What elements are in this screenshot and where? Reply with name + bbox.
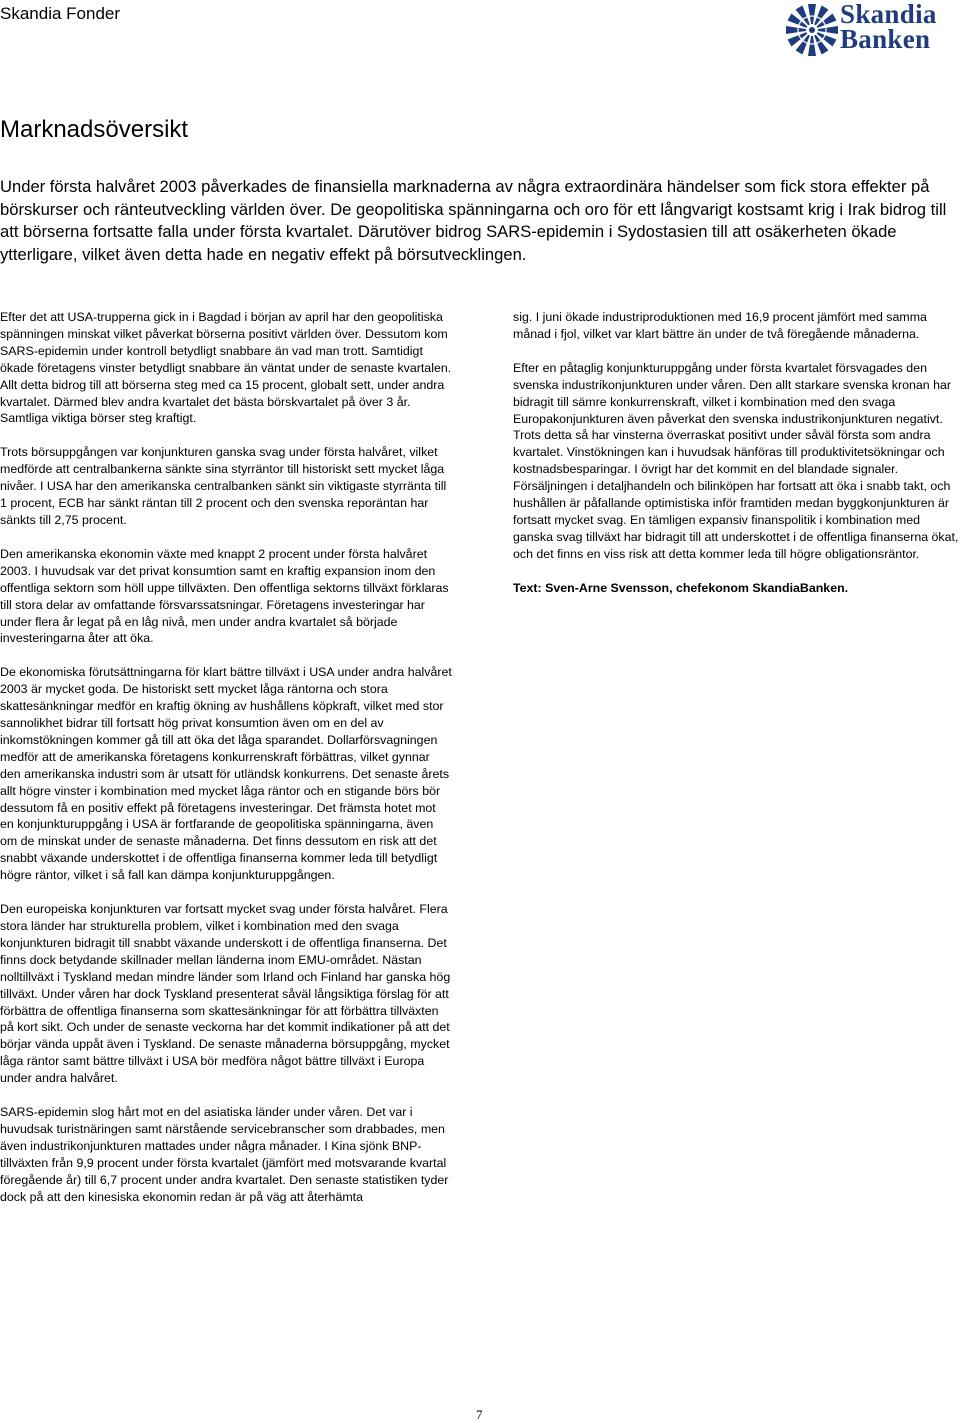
page-title: Marknadsöversikt xyxy=(0,116,189,143)
body-paragraph: De ekonomiska förutsättningarna för klart bättre tillväxt i USA under andra halvåret 2003 är mycket goda. De historiskt sett mycket låga räntorna och stora skattesänkningar medför en kraftig ökning av hushållens köpkraft, vilket med stor sannolikhet bidrar till fortsatt hög privat konsumtion även om en del av inkomstökningen kommer gå till att öka det låga sparandet. Dollarförsvagningen medför att de amerikanska företagens konkurrenskraft förbättras, vilket gynnar den amerikanska industri som är utsatt för utländsk konkurrens. Det senaste årets allt högre vinster i kombination med mycket låga räntor och en stigande börs bör dessutom få en positiv effekt på företagens investeringar. Det främsta hotet mot en konjunkturuppgång i USA är fortfarande de geopolitiska spänningarna, även om de minskat under de senaste månaderna. Det finns dessutom en risk att det snabbt växande underskottet i de offentliga finanserna kommer leda till betydligt högre räntor, vilket i så fall kan dämpa konjunkturuppgången. xyxy=(0,665,452,883)
logo-line-1: Skandia xyxy=(840,0,937,29)
right-column xyxy=(513,309,960,614)
author-byline: Text: Sven-Arne Svensson, chefekonom SkandiaBanken. xyxy=(513,580,849,595)
body-paragraph: Efter det att USA-trupperna gick in i Bagdad i början av april har den geopolitiska spänningen minskat vilket påverkat börserna positivt världen över. Dessutom kom SARS-epidemin under kontroll betydligt snabbare än vad man trott. Samtidigt ökade företagens vinster betydligt snabbare än väntat under de senaste kvartalen. Allt detta bidrog till att börserna steg med ca 15 procent, globalt sett, under andra kvartalet. Därmed blev andra kvartalet det bästa börskvartalet på över 3 år. Samtliga viktiga börser steg kraftigt. xyxy=(0,310,452,426)
logo-line-2: Banken xyxy=(840,24,931,54)
body-paragraph: Den europeiska konjunkturen var fortsatt mycket svag under första halvåret. Flera stora länder har strukturella problem, vilket i kombination med den svaga konjunkturen bidragit till snabbt växande underskott i de offentliga finanserna. Det finns dock betydande skillnader mellan länderna inom EMU-området. Nästan nolltillväxt i Tyskland medan mindre länder som Irland och Finland har ganska hög tillväxt. Under våren har dock Tyskland presenterat såväl långsiktiga förslag för att förbättra de offentliga finanserna som skattesänkningar för att förbättra tillväxten på kort sikt. Och under de senaste veckorna har det kommit indikationer på att det börjar vända uppåt även i Tyskland. De senaste månaderna börsuppgång, mycket låga räntor samt bättre tillväxt i USA bör medföra något bättre tillväxt i Europa under andra halvåret. xyxy=(0,902,451,1086)
lead-paragraph: Under första halvåret 2003 påverkades de finansiella marknaderna av några extraordinära händelser som fick stora effekter på börskurser och ränteutveckling världen över. De geopolitiska spänningarna och oro för ett långvarigt kostsamt krig i Irak bidrog till att börserna fortsatte falla under första kvartalet. Därutöver bidrog SARS-epidemin i Sydostasien till att osäkerheten ökade ytterligare, vilket även detta hade en negativ effekt på börsutvecklingen. xyxy=(0,177,947,264)
star-emblem-icon xyxy=(784,2,840,58)
page-number: 7 xyxy=(476,1407,483,1422)
skandia-banken-logo xyxy=(784,2,960,58)
body-paragraph: sig. I juni ökade industriproduktionen med 16,9 procent jämfört med samma månad i fjol, vilket var klart bättre än under de två föregående månaderna. xyxy=(513,310,927,341)
header-brand: Skandia Fonder xyxy=(0,4,121,23)
logo-wordmark xyxy=(840,2,937,52)
body-paragraph: SARS-epidemin slog hårt mot en del asiatiska länder under våren. Det var i huvudsak turistnäringen samt närstående servicebranscher som drabbades, men även industrikonjunkturen mattades under några månader. I Kina sjönk BNP-tillväxten från 9,9 procent under första kvartalet (jämfört med motsvarande kvartal föregående år) till 6,7 procent under andra kvartalet. Den senaste statistiken tyder dock på att den kinesiska ekonomin redan är på väg att återhämta xyxy=(0,1105,449,1204)
body-paragraph: Efter en påtaglig konjunkturuppgång under första kvartalet försvagades den svenska industrikonjunkturen under våren. Den allt starkare svenska kronan har bidragit till sämre konkurrenskraft, vilket i kombination med den svaga Europakonjunkturen även påverkat den svenska industrikonjunkturen negativt. Trots detta så har vinsterna överraskat positivt under såväl första som andra kvartalet. Vinstökningen kan i huvudsak hänföras till produktivitetsökningar och kostnadsbesparingar. I övrigt har det kommit en del blandade signaler. Försäljningen i detaljhandeln och bilinköpen har fortsatt att öka i snabb takt, och hushållen är påfallande optimistiska inför framtiden medan byggkonjunkturen är fortsatt mycket svag. En tämligen expansiv finanspolitik i kombination med ganska svag tillväxt har bidragit till att underskottet i de offentliga finanserna ökat, och det finns en viss risk att detta kommer leda till högre obligationsräntor. xyxy=(513,360,959,561)
left-column xyxy=(0,309,452,1223)
body-paragraph: Trots börsuppgången var konjunkturen ganska svag under första halvåret, vilket medförde att centralbankerna sänkte sina styrräntor till historiskt sett mycket låga nivåer. I USA har den amerikanska centralbanken sänkt sin viktigaste styrränta till 1 procent, ECB har sänkt räntan till 2 procent och den svenska reporäntan har sänkts till 2,75 procent. xyxy=(0,445,447,527)
body-paragraph: Den amerikanska ekonomin växte med knappt 2 procent under första halvåret 2003. I huvudsak var det privat konsumtion samt en kraftig expansion inom den offentliga sektorn som höll uppe tillväxten. Den offentliga sektorns tillväxt förklaras till stora delar av omfattande försvarssatsningar. Företagens investeringar har under flera år legat på en låg nivå, men under andra kvartalet så började investeringarna åter att öka. xyxy=(0,546,449,646)
